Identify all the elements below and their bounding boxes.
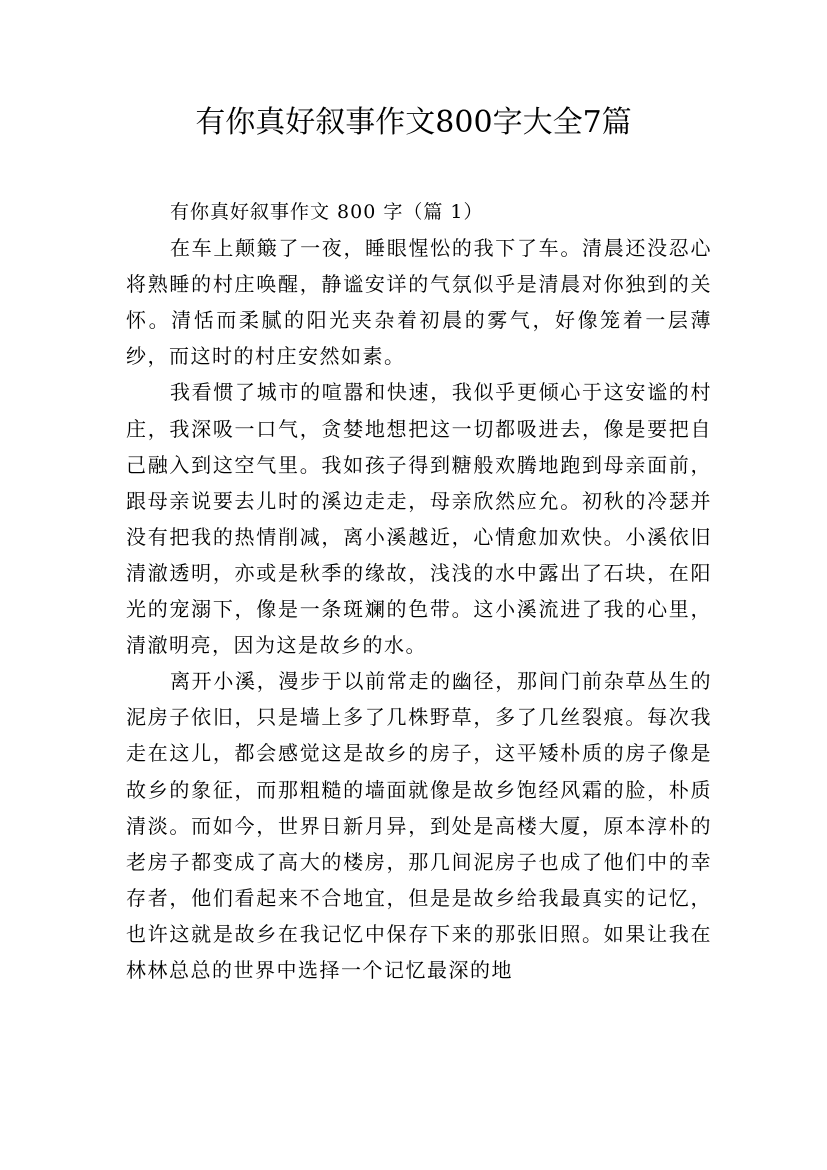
document-body xyxy=(126,194,712,988)
document-title: 有你真好叙事作文800字大全7篇 xyxy=(195,105,632,140)
paragraph: 离开小溪，漫步于以前常走的幽径，那间门前杂草丛生的泥房子依旧，只是墙上多了几株野草，多了几丝裂痕。每次我走在这儿，都会感觉这是故乡的房子，这平矮朴质的房子像是故乡的象征，而那粗糙的墙面就像是故乡饱经风霜的脸，朴质清淡。而如今，世界日新月异，到处是高楼大厦，原本淳朴的老房子都变成了高大的楼房，那几间泥房子也成了他们中的幸存者，他们看起来不合地宜，但是是故乡给我最真实的记忆，也许这就是故乡在我记忆中保存下来的那张旧照。如果让我在林林总总的世界中选择一个记忆最深的地 xyxy=(126,669,712,982)
paragraph: 我看惯了城市的喧嚣和快速，我似乎更倾心于这安谧的村庄，我深吸一口气，贪婪地想把这一切都吸进去，像是要把自己融入到这空气里。我如孩子得到糖般欢腾地跑到母亲面前，跟母亲说要去儿时的溪边走走，母亲欣然应允。初秋的冷瑟并没有把我的热情削减，离小溪越近，心情愈加欢快。小溪依旧清澈透明，亦或是秋季的缘故，浅浅的水中露出了石块，在阳光的宠溺下，像是一条斑斓的色带。这小溪流进了我的心里，清澈明亮，因为这是故乡的水。 xyxy=(126,380,712,658)
paragraph: 在车上颠簸了一夜，睡眼惺忪的我下了车。清晨还没忍心将熟睡的村庄唤醒，静谧安详的气氛似乎是清晨对你独到的关怀。清恬而柔腻的阳光夹杂着初晨的雾气，好像笼着一层薄纱，而这时的村庄安然如素。 xyxy=(126,236,712,369)
section-heading: 有你真好叙事作文 800 字（篇 1） xyxy=(170,201,484,223)
